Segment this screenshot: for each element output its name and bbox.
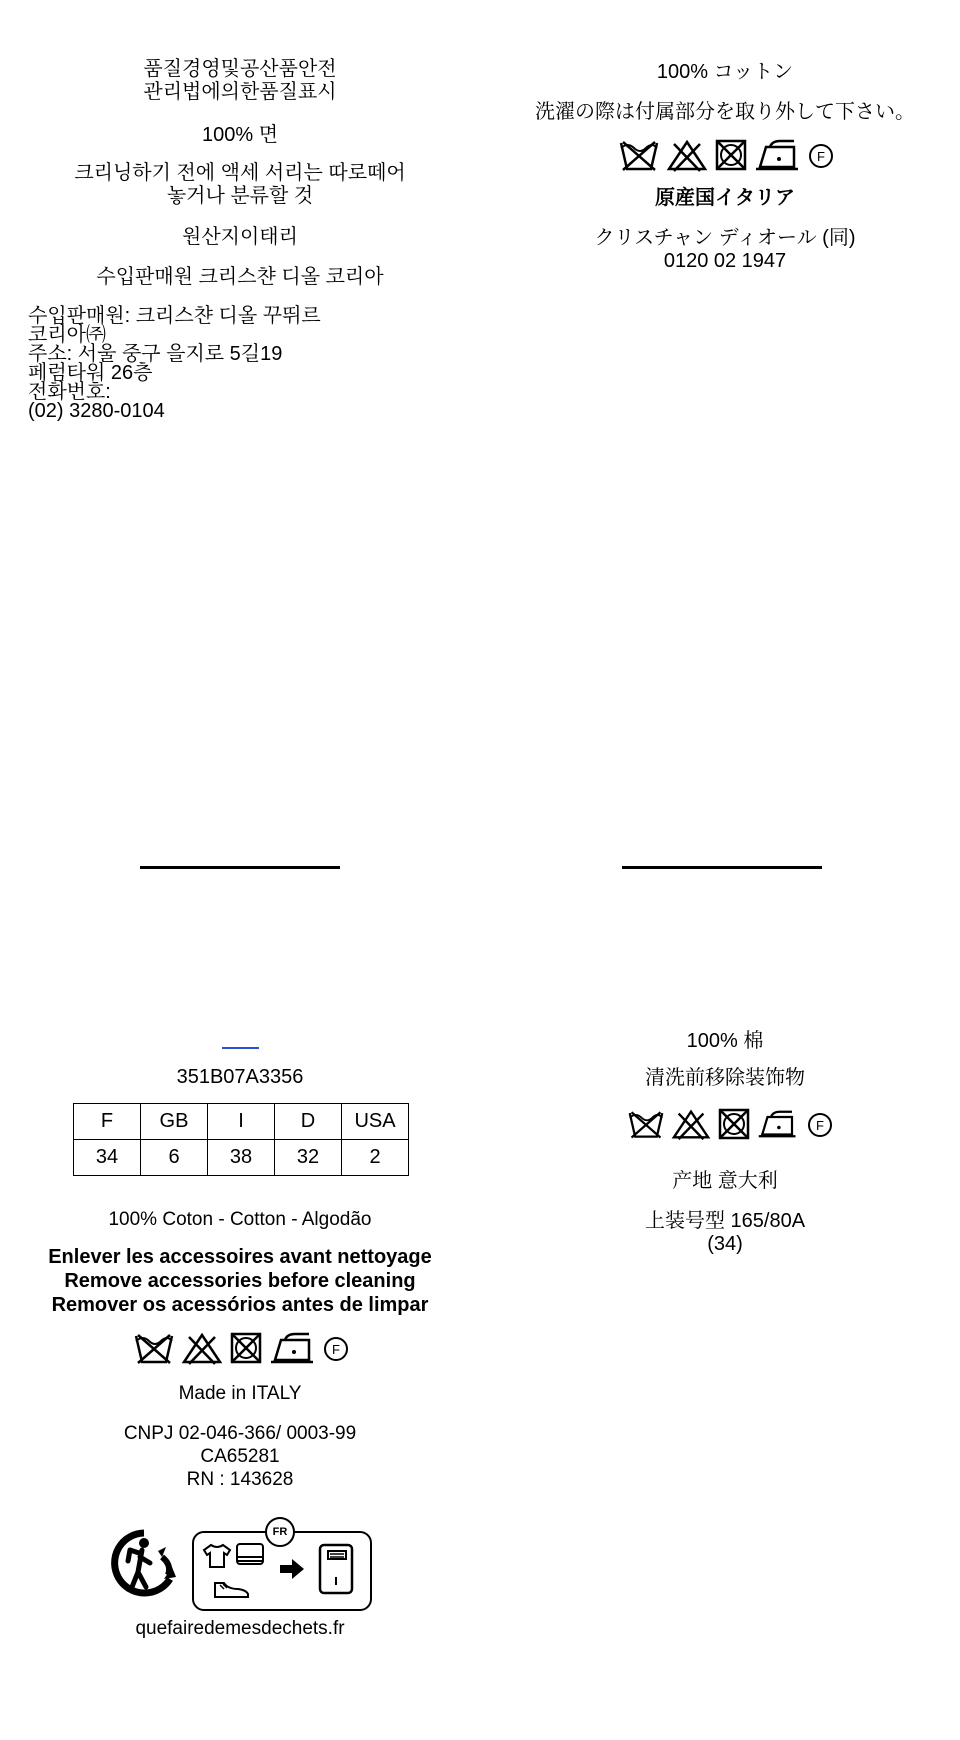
chinese-size-value: 165/80A — [730, 1210, 806, 1232]
triman-icon — [106, 1517, 186, 1609]
low-iron-icon — [757, 1107, 799, 1141]
japanese-phone: 0120 02 1947 — [663, 250, 787, 272]
korean-address-block — [28, 307, 448, 421]
recycling-bin-icon — [316, 1541, 356, 1597]
korean-address-line: (02) 3280-0104 — [28, 400, 165, 422]
size-table — [73, 1103, 409, 1176]
low-iron-icon — [754, 138, 802, 172]
korean-law-title — [20, 58, 460, 104]
product-code: 351B07A3356 — [176, 1066, 304, 1088]
care-note-french: Enlever les accessoires avant nettoyage — [48, 1246, 432, 1268]
size-header-cell: D — [275, 1104, 342, 1140]
dryclean-letter: F — [332, 1342, 340, 1357]
professional-f-clean-icon — [808, 138, 834, 172]
korean-care-note — [20, 162, 460, 208]
japanese-composition: 100% コットン — [656, 61, 794, 83]
no-wash-icon — [133, 1331, 175, 1365]
korean-address-line: 페럼타워 26층 — [28, 362, 153, 384]
size-header-cell: GB — [141, 1104, 208, 1140]
international-care-note — [15, 1245, 465, 1317]
fr-badge — [265, 1517, 295, 1547]
size-header-cell: USA — [342, 1104, 409, 1140]
recycling-site[interactable]: quefairedemesdechets.fr — [135, 1618, 345, 1639]
registration-block — [20, 1422, 460, 1491]
international-care-symbols — [133, 1331, 349, 1365]
chinese-care-note: 清洗前移除装饰物 — [645, 1067, 805, 1089]
chinese-size-prefix: 上装号型 — [644, 1210, 725, 1232]
right-divider — [622, 866, 822, 869]
no-bleach-icon — [666, 138, 708, 172]
recycling-logo — [106, 1517, 378, 1609]
size-value-cell: 6 — [141, 1140, 208, 1176]
no-wash-icon — [618, 138, 660, 172]
shoe-icon — [212, 1575, 252, 1601]
korean-care-note-line-1: 크리닝하기 전에 액세 서리는 따로떼어 — [74, 162, 406, 184]
size-table-value-row — [74, 1140, 409, 1176]
link-underline[interactable] — [222, 1047, 259, 1049]
no-bleach-icon — [671, 1107, 711, 1141]
korean-composition: 100% 면 — [201, 124, 279, 146]
fr-badge-text: FR — [272, 1526, 288, 1538]
chinese-composition: 100% 棉 — [686, 1030, 764, 1052]
korean-care-note-line-2: 놓거나 분류할 것 — [166, 185, 314, 207]
japanese-care-note: 洗濯の際は付属部分を取り外して下さい。 — [535, 101, 915, 123]
no-tumble-dry-icon — [229, 1331, 263, 1365]
international-composition: 100% Coton - Cotton - Algodão — [108, 1209, 372, 1230]
no-bleach-icon — [181, 1331, 223, 1365]
chinese-size — [500, 1210, 950, 1256]
chinese-size-fr: (34) — [707, 1233, 743, 1255]
size-value-cell: 2 — [342, 1140, 409, 1176]
professional-f-clean-icon — [323, 1331, 349, 1365]
korean-address-line: 전화번호: — [28, 381, 111, 403]
tshirt-icon — [202, 1543, 232, 1569]
korean-address-line: 주소: 서울 중구 을지로 5길19 — [28, 343, 283, 365]
size-value-cell: 38 — [208, 1140, 275, 1176]
dryclean-letter: F — [816, 1118, 824, 1133]
care-note-portuguese: Remover os acessórios antes de limpar — [51, 1294, 429, 1316]
registration-rn: RN : 143628 — [186, 1469, 294, 1490]
size-table-header-row — [74, 1104, 409, 1140]
size-value-cell: 32 — [275, 1140, 342, 1176]
korean-importer: 수입판매원 크리스챤 디올 코리아 — [96, 266, 384, 288]
registration-cnpj: CNPJ 02-046-366/ 0003-99 — [123, 1423, 357, 1444]
international-origin: Made in ITALY — [178, 1383, 302, 1404]
japanese-company-name: クリスチャン ディオール (同) — [594, 227, 856, 249]
korean-law-title-line-2: 관리법에의한품질표시 — [143, 81, 337, 103]
size-header-cell: F — [74, 1104, 141, 1140]
chinese-origin: 产地 意大利 — [672, 1170, 778, 1192]
size-header-cell: I — [208, 1104, 275, 1140]
korean-law-title-line-1: 품질경영및공산품안전 — [143, 58, 337, 80]
low-iron-icon — [269, 1331, 317, 1365]
korean-address-line: 수입판매원: 크리스챤 디올 꾸뛰르 — [28, 305, 321, 327]
korean-address-line: 코리아㈜ — [28, 324, 106, 346]
no-tumble-dry-icon — [717, 1107, 751, 1141]
chinese-care-symbols — [627, 1107, 835, 1141]
left-divider — [140, 866, 340, 869]
japanese-origin: 原産国イタリア — [655, 187, 795, 209]
japanese-care-symbols — [618, 138, 834, 172]
towel-icon — [234, 1541, 268, 1569]
professional-f-clean-icon — [805, 1107, 835, 1141]
japanese-company — [500, 227, 950, 273]
no-wash-icon — [627, 1107, 665, 1141]
dryclean-letter: F — [817, 149, 825, 164]
care-note-english: Remove accessories before cleaning — [64, 1270, 416, 1292]
korean-origin: 원산지이태리 — [182, 226, 298, 248]
arrow-right-icon — [278, 1557, 306, 1581]
no-tumble-dry-icon — [714, 138, 748, 172]
size-value-cell: 34 — [74, 1140, 141, 1176]
registration-ca: CA65281 — [200, 1446, 280, 1467]
chinese-size-line — [500, 1210, 950, 1233]
